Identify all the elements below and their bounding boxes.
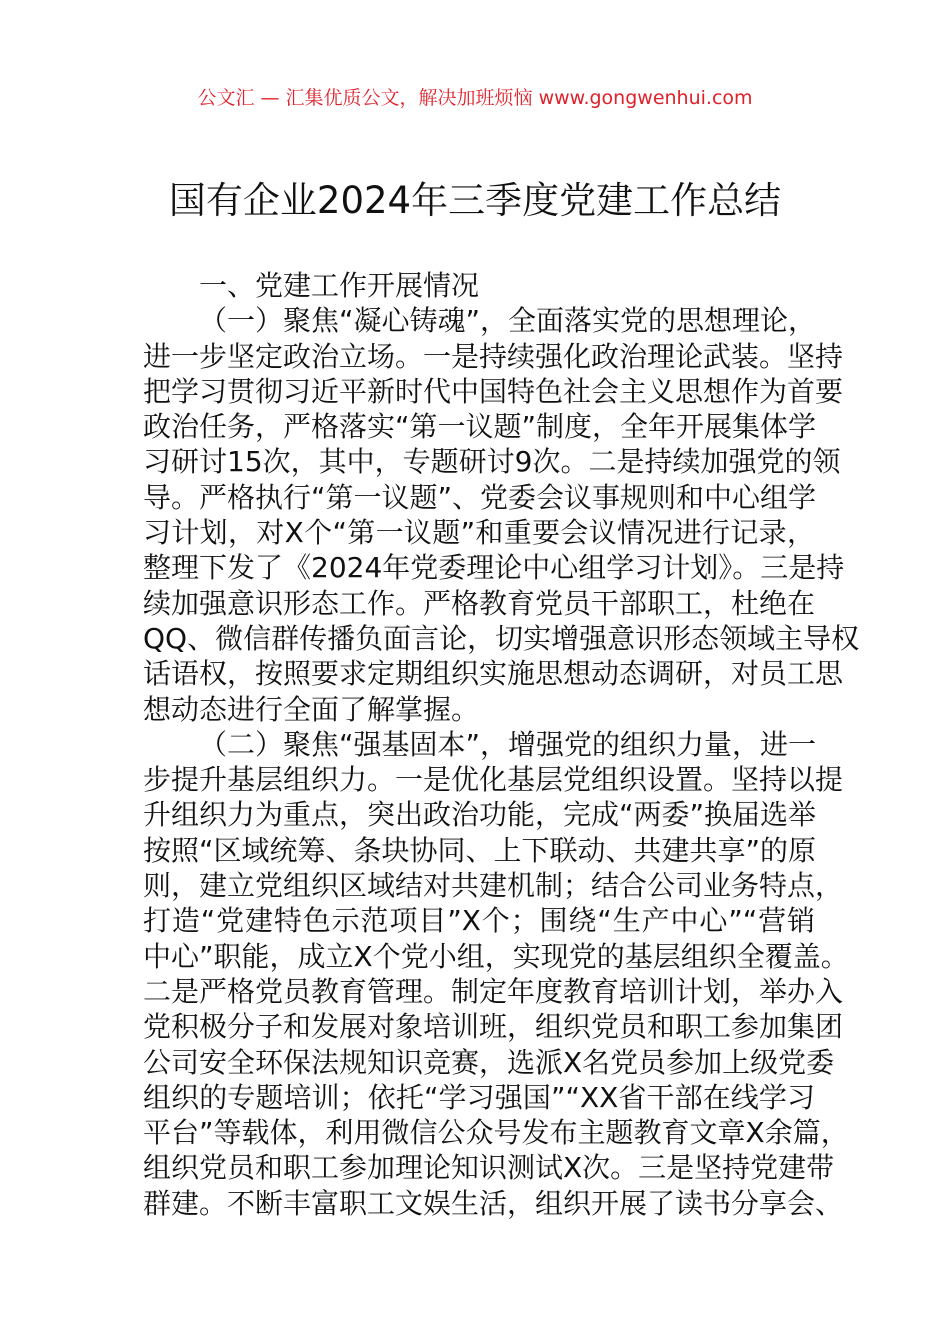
- paragraph-line: 续加强意识形态工作。严格教育党员干部职工，杜绝在: [143, 586, 816, 620]
- paragraph-line: （二）聚焦“强基固本”，增强党的组织力量，进一: [199, 727, 817, 761]
- paragraph-line: 步提升基层组织力。一是优化基层党组织设置。坚持以提: [143, 763, 844, 797]
- paragraph-line: 导。严格执行“第一议题”、党委会议事规则和中心组学: [143, 480, 817, 514]
- banner-text: 公文汇 — 汇集优质公文，解决加班烦恼 www.gongwenhui.com: [197, 87, 753, 109]
- section-heading: 一、党建工作开展情况: [199, 269, 480, 302]
- paragraph-line: 党积极分子和发展对象培训班，组织党员和职工参加集团: [143, 1010, 844, 1044]
- paragraph-line: 打造“党建特色示范项目”X个；围绕“生产中心”“营销: [143, 904, 815, 938]
- paragraph-line: 话语权，按照要求定期组织实施思想动态调研，对员工思: [143, 657, 844, 691]
- paragraph-line: 习计划，对X个“第一议题”和重要会议情况进行记录，: [143, 516, 815, 550]
- paragraph-line: 中心”职能，成立X个党小组，实现党的基层组织全覆盖。: [143, 939, 849, 973]
- paragraph-line: （一）聚焦“凝心铸魂”，全面落实党的思想理论，: [199, 304, 817, 338]
- paragraph-line: 群建。不断丰富职工文娱生活，组织开展了读书分享会、: [143, 1186, 844, 1220]
- paragraph-line: 习研讨15次，其中，专题研讨9次。二是持续加强党的领: [143, 445, 841, 479]
- paragraph-line: 进一步坚定政治立场。一是持续强化政治理论武装。坚持: [143, 339, 844, 373]
- paragraph-line: 按照“区域统筹、条块协同、上下联动、共建共享”的原: [143, 833, 817, 867]
- paragraph-line: 整理下发了《2024年党委理论中心组学习计划》。三是持: [143, 551, 845, 585]
- document-body: [143, 268, 860, 1221]
- paragraph-line: 二是严格党员教育管理。制定年度教育培训计划，举办入: [143, 974, 844, 1008]
- paragraph-line: 则，建立党组织区域结对共建机制；结合公司业务特点，: [143, 869, 844, 903]
- paragraph-line: 公司安全环保法规知识竞赛，选派X名党员参加上级党委: [143, 1045, 835, 1079]
- paragraph-line: 政治任务，严格落实“第一议题”制度，全年开展集体学: [143, 410, 817, 444]
- paragraph-line: 组织的专题培训；依托“学习强国”“XX省干部在线学习: [143, 1080, 815, 1114]
- paragraph-line: QQ、微信群传播负面言论，切实增强意识形态领域主导权: [143, 621, 860, 655]
- paragraph-line: 把学习贯彻习近平新时代中国特色社会主义思想作为首要: [143, 374, 844, 408]
- paragraph-line: 升组织力为重点，突出政治功能，完成“两委”换届选举: [143, 798, 817, 832]
- site-banner: [0, 84, 950, 112]
- paragraph-line: 想动态进行全面了解掌握。: [143, 692, 480, 726]
- paragraph-line: 组织党员和职工参加理论知识测试X次。三是坚持党建带: [143, 1151, 835, 1185]
- paragraph-line: 平台”等载体，利用微信公众号发布主题教育文章X余篇，: [143, 1116, 849, 1150]
- document-title: 国有企业2024年三季度党建工作总结: [168, 179, 782, 222]
